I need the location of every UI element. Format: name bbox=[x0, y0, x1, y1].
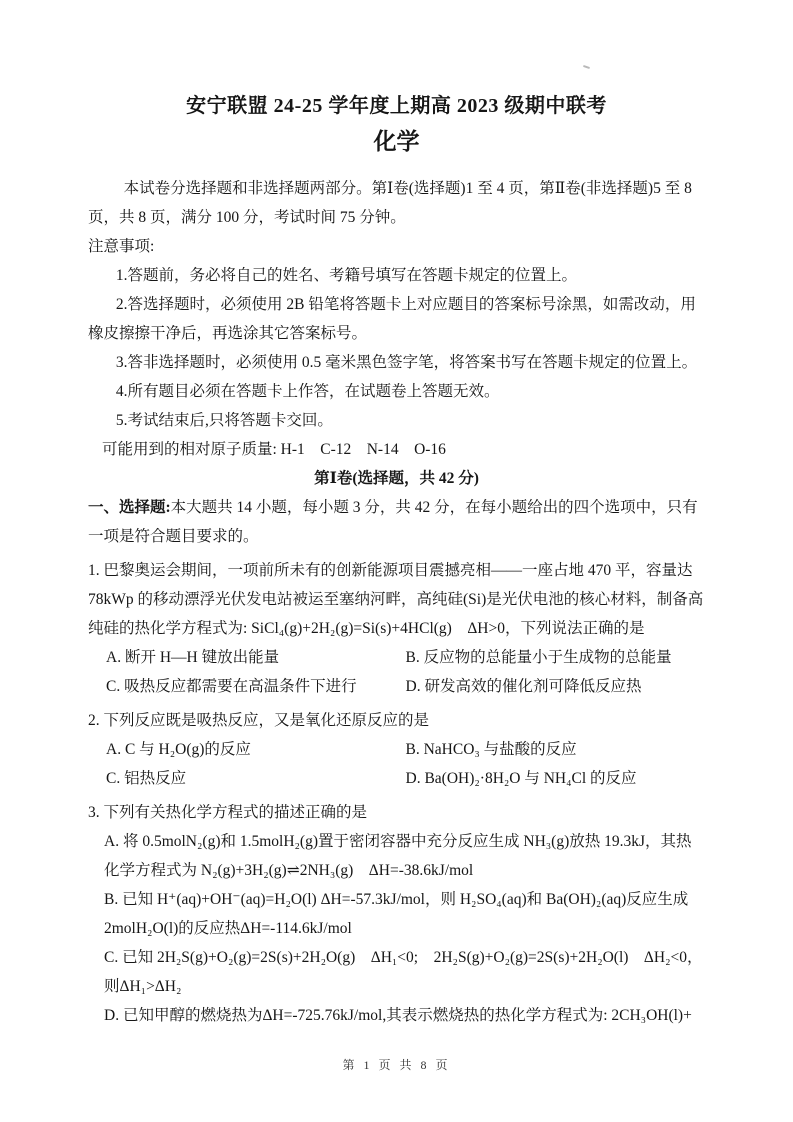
part1-heading: 第Ⅰ卷(选择题，共 42 分) bbox=[314, 470, 479, 487]
question-1 bbox=[88, 556, 705, 701]
atomic-mass-note: 可能用到的相对原子质量: H-1 C-12 N-14 O-16 bbox=[101, 441, 446, 458]
question-1-stem: 1. 巴黎奥运会期间，一项前所未有的创新能源项目震撼亮相——一座占地 470 平，容量达 78kWp 的移动漂浮光伏发电站被运至塞纳河畔，高纯硅(Si)是光伏电池的核心材料，制备高纯硅的热化学方程式为: SiCl₄(g)+2H₂(g)=Si(s)+4HCl(g) ΔH>0，下列说法正确的是 bbox=[88, 562, 704, 637]
question-2-stem: 2. 下列反应既是吸热反应，又是氧化还原反应的是 bbox=[88, 712, 430, 729]
scan-artifact-mark bbox=[583, 65, 590, 69]
page-footer: 第 1 页 共 8 页 bbox=[342, 1058, 451, 1072]
notice-item-3: 3.答非选择题时，必须使用 0.5 毫米黑色签字笔，将答案书写在答题卡规定的位置上。 bbox=[115, 354, 698, 371]
question-3-option-a: A. 将 0.5molN₂(g)和 1.5molH₂(g)置于密闭容器中充分反应生成 NH₃(g)放热 19.3kJ，其热化学方程式为 N₂(g)+3H₂(g)⇌2NH₃(g) ΔH=-38.6kJ/mol bbox=[104, 833, 692, 879]
question-3-option-d: D. 已知甲醇的燃烧热为ΔH=-725.76kJ/mol,其表示燃烧热的热化学方程式为: 2CH₃OH(l)+ bbox=[104, 1007, 692, 1024]
question-1-options bbox=[88, 643, 705, 701]
question-2 bbox=[88, 706, 705, 793]
section1-desc: 本大题共 14 小题，每小题 3 分，共 42 分，在每小题给出的四个选项中，只有一项是符合题目要求的。 bbox=[88, 499, 698, 545]
question-1-option-a: A. 断开 H—H 键放出能量 bbox=[106, 649, 280, 666]
question-1-option-c: C. 吸热反应都需要在高温条件下进行 bbox=[106, 678, 357, 695]
question-3-stem: 3. 下列有关热化学方程式的描述正确的是 bbox=[88, 804, 368, 821]
question-2-option-a: A. C 与 H₂O(g)的反应 bbox=[106, 741, 251, 758]
question-2-options bbox=[88, 735, 705, 793]
question-2-option-b: B. NaHCO₃ 与盐酸的反应 bbox=[405, 741, 577, 758]
question-3-option-b: B. 已知 H⁺(aq)+OH⁻(aq)=H₂O(l) ΔH=-57.3kJ/mol，则 H₂SO₄(aq)和 Ba(OH)₂(aq)反应生成 2molH₂O(l)的反应热ΔH=-114.6kJ/mol bbox=[104, 891, 689, 937]
section1-label: 一、选择题: bbox=[88, 499, 171, 516]
question-2-option-d: D. Ba(OH)₂·8H₂O 与 NH₄Cl 的反应 bbox=[405, 770, 637, 787]
exam-intro: 本试卷分选择题和非选择题两部分。第Ⅰ卷(选择题)1 至 4 页，第Ⅱ卷(非选择题)5 至 8 页，共 8 页，满分 100 分，考试时间 75 分钟。 bbox=[88, 180, 692, 226]
notice-heading: 注意事项: bbox=[88, 238, 155, 255]
notice-item-1: 1.答题前，务必将自己的姓名、考籍号填写在答题卡规定的位置上。 bbox=[115, 267, 578, 284]
notice-item-5: 5.考试结束后,只将答题卡交回。 bbox=[115, 412, 333, 429]
question-3-option-c: C. 已知 2H₂S(g)+O₂(g)=2S(s)+2H₂O(g) ΔH₁<0; 2H₂S(g)+O₂(g)=2S(s)+2H₂O(l) ΔH₂<0，则ΔH₁>ΔH₂ bbox=[104, 949, 703, 995]
exam-title: 安宁联盟 24-25 学年度上期高 2023 级期中联考 bbox=[186, 95, 607, 117]
question-1-option-d: D. 研发高效的催化剂可降低反应热 bbox=[405, 678, 642, 695]
question-2-option-c: C. 铝热反应 bbox=[106, 770, 187, 787]
question-1-option-b: B. 反应物的总能量小于生成物的总能量 bbox=[405, 649, 672, 666]
notice-item-4: 4.所有题目必须在答题卡上作答，在试题卷上答题无效。 bbox=[115, 383, 500, 400]
subject-title: 化学 bbox=[373, 129, 420, 154]
question-3 bbox=[88, 798, 705, 1030]
notice-item-2: 2.答选择题时，必须使用 2B 铅笔将答题卡上对应题目的答案标号涂黑，如需改动，用橡皮擦擦干净后，再选涂其它答案标号。 bbox=[88, 296, 696, 342]
section1-heading bbox=[88, 493, 705, 551]
